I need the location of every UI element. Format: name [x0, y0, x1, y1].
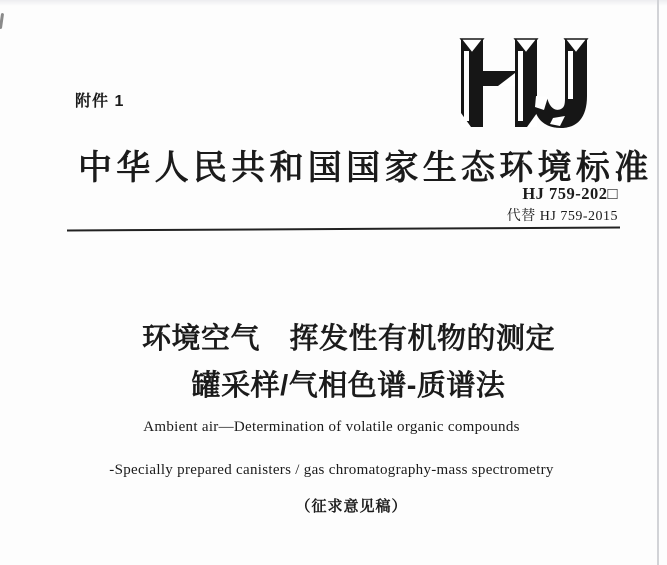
title-zh-line2: 罐采样/气相色谱-质谱法: [191, 370, 506, 402]
standard-number: HJ 759-202□: [522, 184, 618, 203]
scan-top-shading: [0, 0, 667, 6]
hj-logo-icon: [458, 34, 590, 130]
header-rule: [67, 227, 620, 232]
standard-org-title: 中华人民共和国国家生态环境标准: [78, 150, 653, 187]
replaces-note: 代替 HJ 759-2015: [506, 209, 618, 224]
page-edge-line: [657, 0, 659, 565]
attachment-label: 附件 1: [75, 93, 125, 110]
title-en-line1: Ambient air—Determination of volatile organic compounds: [143, 419, 520, 435]
title-zh-line1: 环境空气 挥发性有机物的测定: [141, 323, 555, 355]
scan-smudge: [0, 13, 4, 29]
draft-note: （征求意见稿）: [295, 498, 408, 515]
title-en-line2: -Specially prepared canisters / gas chromatography-mass spectrometry: [109, 462, 554, 478]
